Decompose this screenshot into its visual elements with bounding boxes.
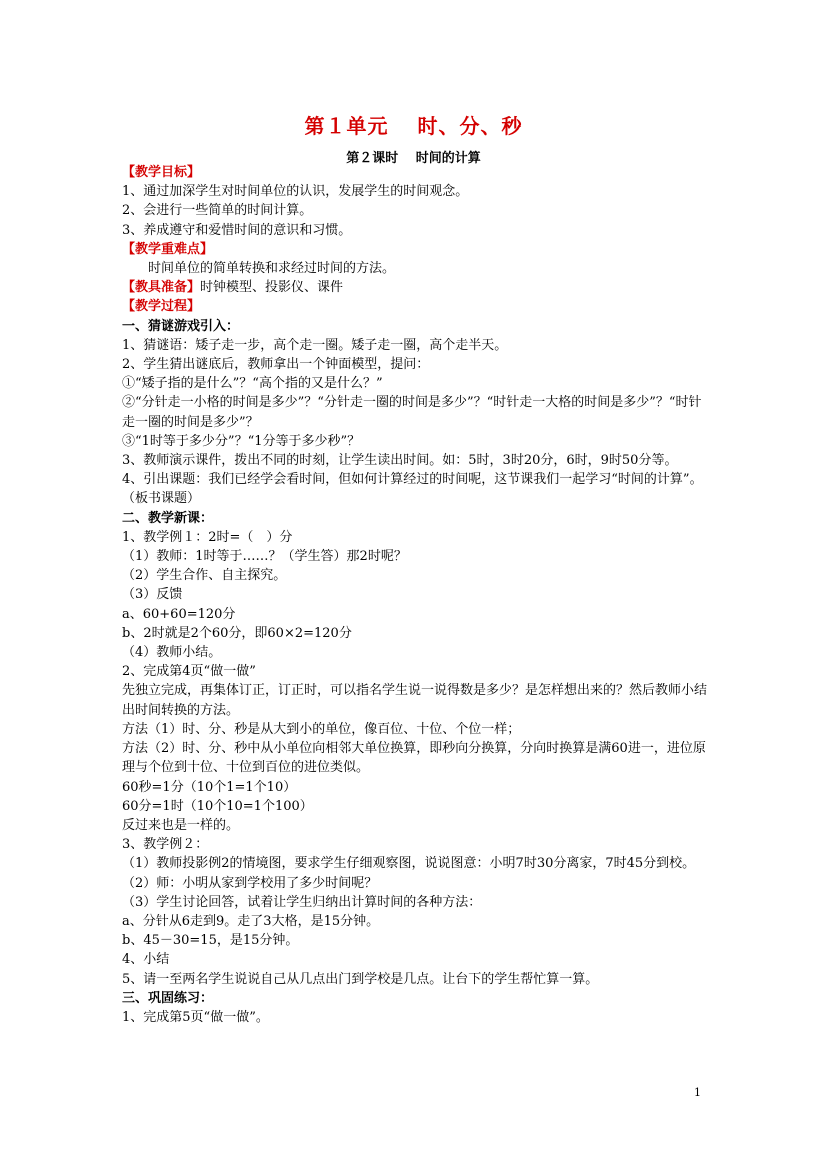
part3-line: 1、完成第5页“做一做”。 [122,1009,269,1025]
part2-line: 方法（2）时、分、秒中从小单位向相邻大单位换算，即秒向分换算，分向时换算是满60进一，进位原理与个位到十位、十位到百位的进位类似。 [122,741,706,776]
document-body [122,163,710,1027]
part2-line: b、2时就是2个60分，即60×2=120分 [122,625,352,641]
part2-line: （1）教师：1时等于……？（学生答）那2时呢？ [122,549,407,565]
part1-line: ①“矮子指的是什么”？“高个指的又是什么？” [122,376,383,392]
tools-line [122,278,710,297]
part2-line: 3、教学例２： [122,837,209,853]
part2-line: （3）反馈 [122,587,183,603]
part2-line: （3）学生讨论回答，试着让学生归纳出计算时间的各种方法： [122,894,482,910]
goals-heading: 【教学目标】 [122,165,201,180]
part2-line: 2、完成第4页“做一做” [122,664,256,680]
part1-line: ②“分针走一小格的时间是多少”？“分针走一圈的时间是多少”？“时针走一大格的时间是多少”？“时针走一圈的时间是多少”？ [122,395,702,430]
part2-line: 5、请一至两名学生说说自己从几点出门到学校是几点。让台下的学生帮忙算一算。 [122,971,599,987]
part2-line: 方法（1）时、分、秒是从大到小的单位，像百位、十位、个位一样； [122,721,521,737]
process-heading: 【教学过程】 [122,299,201,315]
part2-line: 60分=1时（10个10=1个100） [122,798,313,814]
part2-line: 4、小结 [122,952,170,968]
part2-line: （2）学生合作、自主探究。 [122,568,287,584]
goal-item: 1、通过加深学生对时间单位的认识，发展学生的时间观念。 [122,184,469,200]
part2-line: 1、教学例１：2时=（ ）分 [122,529,293,545]
part2-heading: 二、教学新课： [122,510,214,526]
part1-line: 2、学生猜出谜底后，教师拿出一个钟面模型，提问： [122,357,430,373]
key-points-heading: 【教学重难点】 [122,241,214,257]
part1-heading: 一、猜谜游戏引入： [122,318,240,334]
unit-title: 第１单元 时、分、秒 [304,114,523,138]
tools-text: 时钟模型、投影仪、课件 [200,280,344,296]
lesson-subtitle: 第２课时 时间的计算 [346,151,481,166]
part1-line: ③“1时等于多少分”？“1分等于多少秒”？ [122,433,361,449]
tools-heading: 【教具准备】 [122,280,201,296]
part1-line: 1、猜谜语：矮子走一步，高个走一圈。矮子走一圈，高个走半天。 [122,337,508,353]
part2-line: a、分针从6走到9。走了3大格，是15分钟。 [122,913,380,929]
key-points-text: 时间单位的简单转换和求经过时间的方法。 [148,261,396,277]
part2-line: （1）教师投影例2的情境图，要求学生仔细观察图，说说图意：小明7时30分离家，7时45分到校。 [122,856,696,872]
part1-line: 3、教师演示课件，拨出不同的时刻，让学生读出时间。如：5时，3时20分，6时，9时50分等。 [122,453,678,469]
part1-line: 4、引出课题：我们已经学会看时间，但如何计算经过的时间呢，这节课我们一起学习“时间的计算”。（板书课题） [122,472,703,507]
part3-heading: 三、巩固练习： [122,990,214,1006]
part2-line: b、45－30=15，是15分钟。 [122,933,299,949]
goal-item: 3、养成遵守和爱惜时间的意识和习惯。 [122,222,352,238]
part2-line: 60秒=1分（10个1=1个10） [122,779,297,795]
part2-line: 先独立完成，再集体订正，订正时，可以指名学生说一说得数是多少？是怎样想出来的？然后教师小结出时间转换的方法。 [122,683,708,718]
part2-line: a、60+60=120分 [122,606,236,622]
part2-line: 反过来也是一样的。 [122,817,240,833]
goal-item: 2、会进行一些简单的时间计算。 [122,203,313,219]
page-number: 1 [694,1086,701,1099]
part2-line: （4）教师小结。 [122,645,222,661]
part2-line: （2）师：小明从家到学校用了多少时间呢？ [122,875,378,891]
